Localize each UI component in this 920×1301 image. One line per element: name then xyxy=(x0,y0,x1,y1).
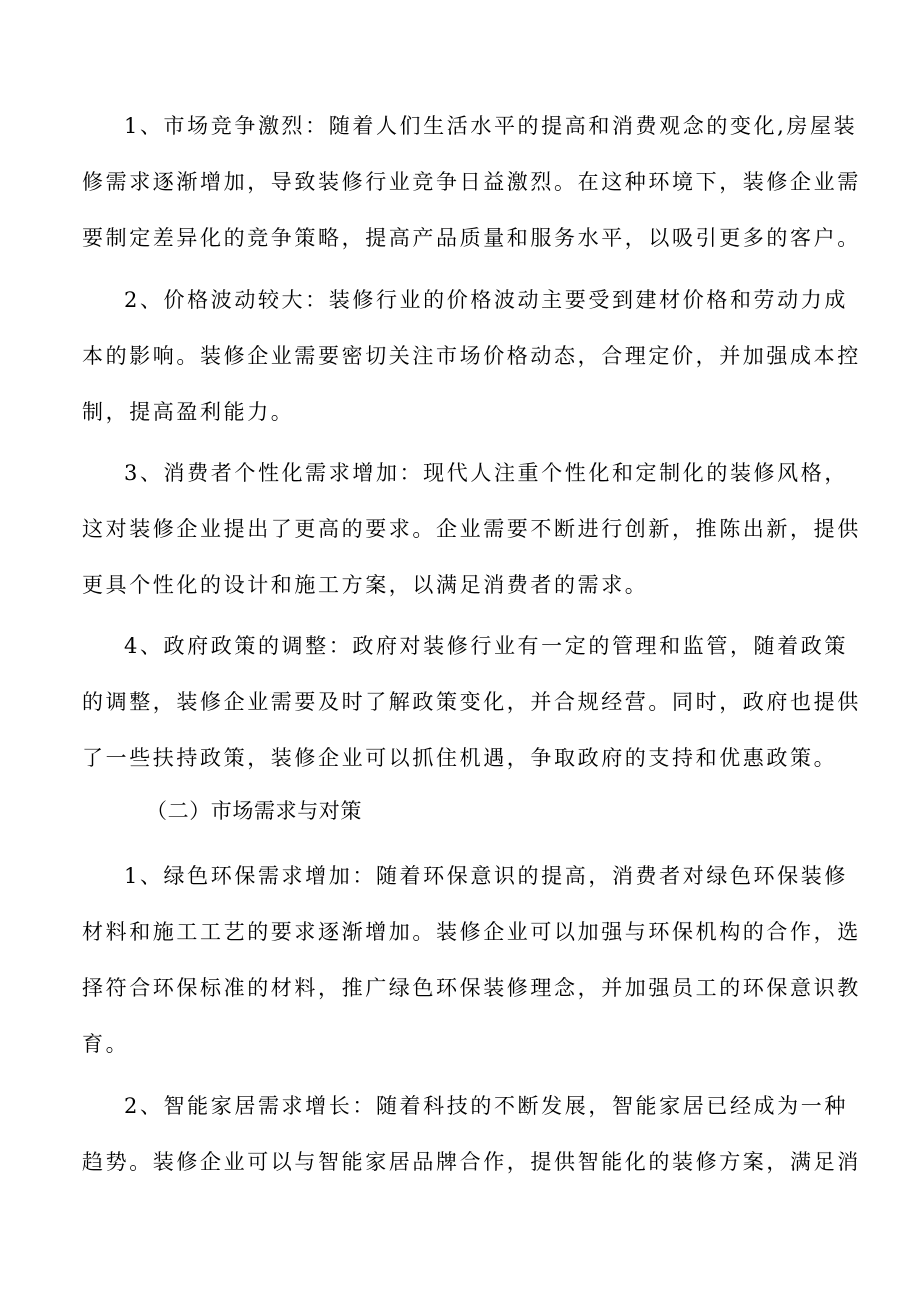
text-line: 要制定差异化的竞争策略，提高产品质量和服务水平，以吸引更多的客户。 xyxy=(82,226,861,250)
text-line: 更具个性化的设计和施工方案，以满足消费者的需求。 xyxy=(82,573,649,597)
text-line: 了一些扶持政策，装修企业可以抓住机遇，争取政府的支持和优惠政策。 xyxy=(82,746,838,770)
text-line: 4、政府政策的调整：政府对装修行业有一定的管理和监管，随着政策 xyxy=(124,634,848,658)
text-line: 的调整，装修企业需要及时了解政策变化，并合规经营。同时，政府也提供 xyxy=(82,690,861,714)
text-line: 择符合环保标准的材料，推广绿色环保装修理念，并加强员工的环保意识教 xyxy=(82,976,861,1000)
text-line: 2、智能家居需求增长：随着科技的不断发展，智能家居已经成为一种 xyxy=(124,1094,848,1118)
text-line: 2、价格波动较大：装修行业的价格波动主要受到建材价格和劳动力成 xyxy=(124,288,848,312)
text-line: 1、市场竞争激烈：随着人们生活水平的提高和消费观念的变化,房屋装 xyxy=(124,114,858,138)
text-line: 这对装修企业提出了更高的要求。企业需要不断进行创新，推陈出新，提供 xyxy=(82,517,861,541)
text-line: 育。 xyxy=(82,1032,130,1056)
text-line: 本的影响。装修企业需要密切关注市场价格动态，合理定价，并加强成本控 xyxy=(82,344,861,368)
text-line: 制，提高盈利能力。 xyxy=(82,400,295,424)
section-heading: （二）市场需求与对策 xyxy=(146,799,362,823)
text-line: 3、消费者个性化需求增加：现代人注重个性化和定制化的装修风格， xyxy=(124,461,848,485)
text-line: 材料和施工工艺的要求逐渐增加。装修企业可以加强与环保机构的合作，选 xyxy=(82,920,861,944)
text-line: 1、绿色环保需求增加：随着环保意识的提高，消费者对绿色环保装修 xyxy=(124,864,848,888)
text-line: 修需求逐渐增加，导致装修行业竞争日益激烈。在这种环境下，装修企业需 xyxy=(82,170,861,194)
text-line: 趋势。装修企业可以与智能家居品牌合作，提供智能化的装修方案，满足消 xyxy=(82,1150,861,1174)
